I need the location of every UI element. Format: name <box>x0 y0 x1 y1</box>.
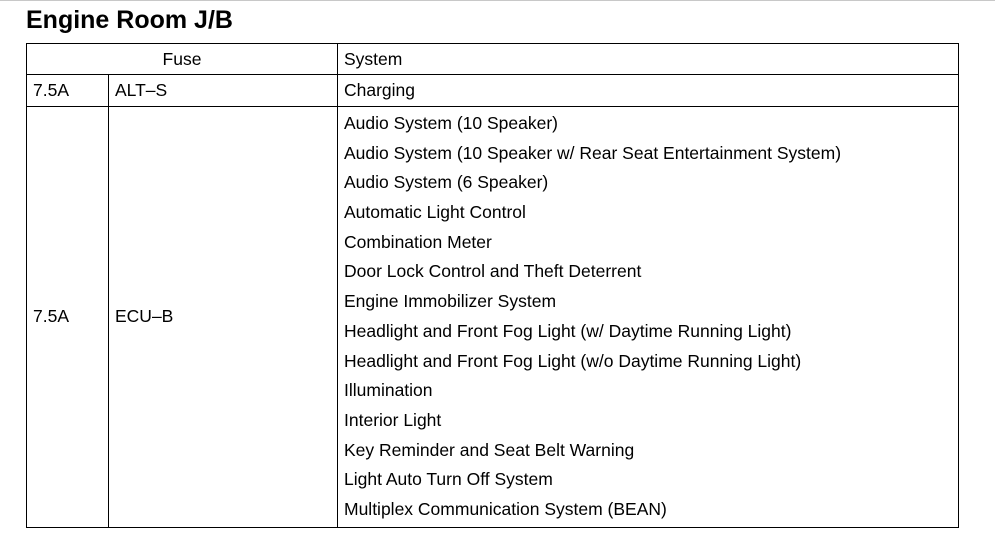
page-title: Engine Room J/B <box>26 6 233 34</box>
system-name: Automatic Light Control <box>344 202 526 223</box>
fuse-amperage: 7.5A <box>27 75 109 107</box>
fuse-name: ALT–S <box>109 75 338 107</box>
fuse-table <box>26 43 959 528</box>
system-name: Illumination <box>344 380 433 401</box>
system-name: Light Auto Turn Off System <box>344 469 553 490</box>
fuse-amperage: 7.5A <box>27 107 109 528</box>
system-name: Engine Immobilizer System <box>344 291 557 312</box>
system-name: Key Reminder and Seat Belt Warning <box>344 439 635 460</box>
system-name: Headlight and Front Fog Light (w/ Daytime Running Light) <box>344 320 792 341</box>
system-name: Audio System (6 Speaker) <box>344 172 549 193</box>
system-name: Audio System (10 Speaker w/ Rear Seat Entertainment System) <box>344 142 842 163</box>
top-divider <box>0 0 995 1</box>
table-row <box>27 107 959 528</box>
system-name: Multiplex Communication System (BEAN) <box>344 498 667 519</box>
table-row <box>27 75 959 107</box>
system-name: Headlight and Front Fog Light (w/o Daytime Running Light) <box>344 350 802 371</box>
table-header-row <box>27 44 959 75</box>
system-name: Audio System (10 Speaker) <box>344 113 558 133</box>
system-name: Charging <box>338 75 959 107</box>
system-name: Interior Light <box>344 409 442 430</box>
system-column-header: System <box>338 44 959 75</box>
fuse-column-header: Fuse <box>27 44 338 75</box>
system-list <box>338 107 959 528</box>
fuse-name: ECU–B <box>109 107 338 528</box>
system-name: Door Lock Control and Theft Deterrent <box>344 261 642 282</box>
system-name: Combination Meter <box>344 231 492 252</box>
